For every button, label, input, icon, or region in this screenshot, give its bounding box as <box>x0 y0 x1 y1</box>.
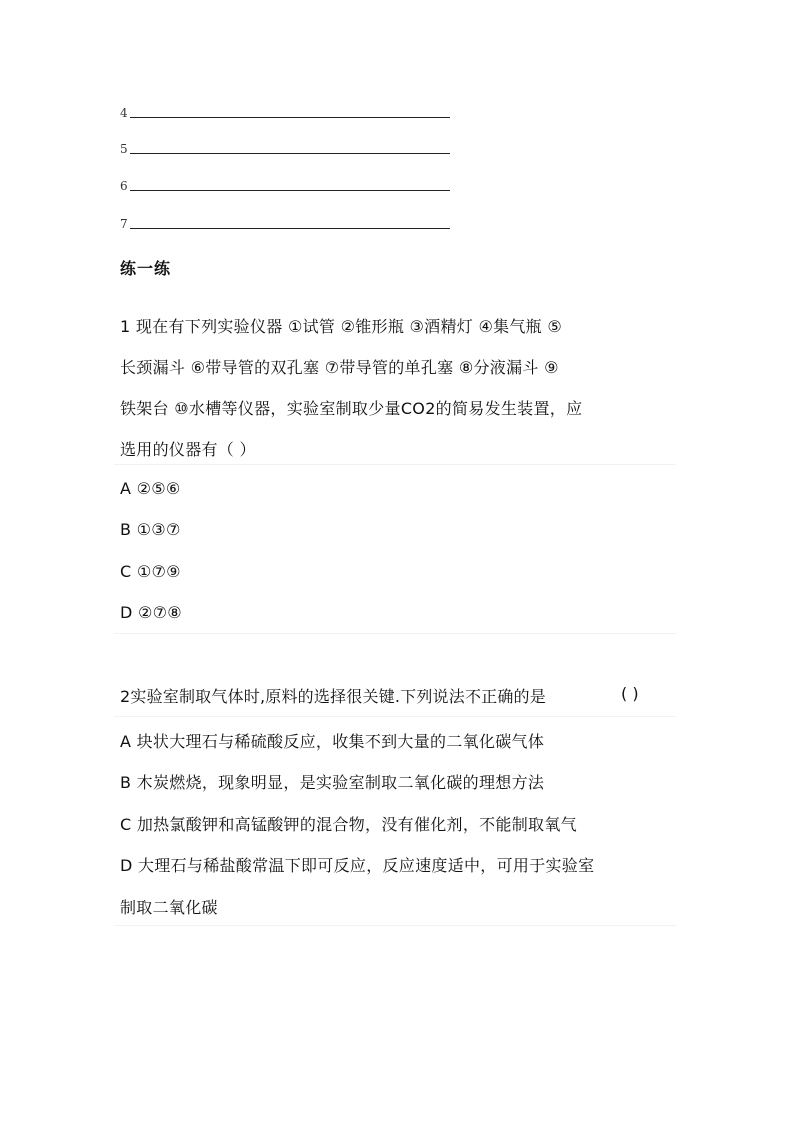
question-2-options <box>114 716 676 926</box>
blank-line-7 <box>120 209 450 229</box>
question-1-line: 铁架台 ⑩水槽等仪器，实验室制取少量CO2的简易发生装置，应 <box>120 399 583 418</box>
question-1-line: 1 现在有下列实验仪器 ①试管 ②锥形瓶 ③酒精灯 ④集气瓶 ⑤ <box>120 317 563 336</box>
blank-number: 6 <box>120 179 128 193</box>
option-b[interactable]: B ①③⑦ <box>120 520 181 539</box>
option-a[interactable]: A 块状大理石与稀硫酸反应，收集不到大量的二氧化碳气体 <box>120 732 545 751</box>
blank-number: 4 <box>120 106 128 120</box>
option-d[interactable]: D 大理石与稀盐酸常温下即可反应，反应速度适中，可用于实验室 <box>120 856 595 875</box>
question-1-line: 长颈漏斗 ⑥带导管的双孔塞 ⑦带导管的单孔塞 ⑧分液漏斗 ⑨ <box>120 358 559 377</box>
blank-underline <box>130 153 450 154</box>
option-c[interactable]: C ①⑦⑨ <box>120 562 181 581</box>
option-c[interactable]: C 加热氯酸钾和高锰酸钾的混合物，没有催化剂，不能制取氧气 <box>120 815 577 834</box>
blank-number: 5 <box>120 142 128 156</box>
blank-number: 7 <box>120 217 128 231</box>
blank-underline <box>130 190 450 191</box>
question-1-options <box>114 464 676 634</box>
blank-underline <box>130 228 450 229</box>
question-1-line: 选用的仪器有（ ） <box>120 440 256 459</box>
blank-line-4 <box>120 98 450 118</box>
blank-line-6 <box>120 171 450 191</box>
option-d[interactable]: D ②⑦⑧ <box>120 603 182 622</box>
question-2-stem: 2实验室制取气体时,原料的选择很关键.下列说法不正确的是 <box>120 687 546 706</box>
option-d-continuation: 制取二氧化碳 <box>120 898 218 917</box>
option-a[interactable]: A ②⑤⑥ <box>120 479 181 498</box>
blank-underline <box>130 117 450 118</box>
section-title: 练一练 <box>120 259 172 278</box>
blank-line-5 <box>120 134 450 154</box>
question-1-stem <box>120 306 680 470</box>
option-b[interactable]: B 木炭燃烧，现象明显，是实验室制取二氧化碳的理想方法 <box>120 773 545 792</box>
answer-bracket: ( ) <box>621 684 639 703</box>
